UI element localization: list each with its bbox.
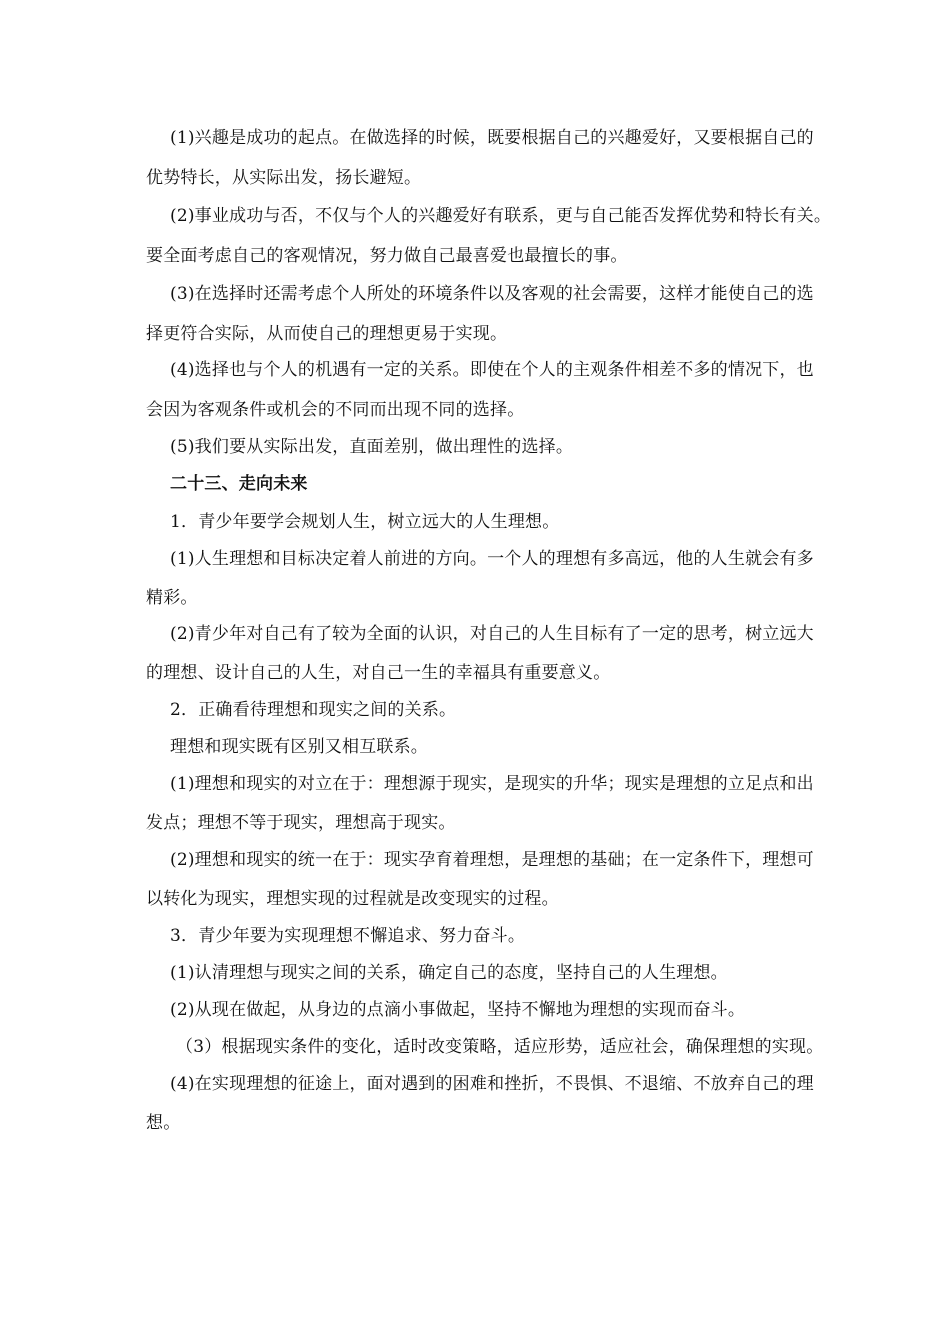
item-1-paragraph-1-line-1: (1)人生理想和目标决定着人前进的方向。一个人的理想有多高远，他的人生就会有多 <box>170 549 814 569</box>
item-3-paragraph-3: （3）根据现实条件的变化，适时改变策略，适应形势，适应社会，确保理想的实现。 <box>176 1037 824 1057</box>
item-3-paragraph-4-line-2: 想。 <box>146 1113 181 1133</box>
item-2-title: 2．正确看待理想和现实之间的关系。 <box>170 700 457 720</box>
item-3-paragraph-4-line-1: (4)在实现理想的征途上，面对遇到的困难和挫折，不畏惧、不退缩、不放弃自己的理 <box>170 1074 814 1094</box>
section-23-heading: 二十三、走向未来 <box>170 474 308 494</box>
item-3-paragraph-1: (1)认清理想与现实之间的关系，确定自己的态度，坚持自己的人生理想。 <box>170 963 728 983</box>
item-2-paragraph-2-line-1: (2)理想和现实的统一在于：现实孕育着理想，是理想的基础；在一定条件下，理想可 <box>170 850 814 870</box>
item-2-paragraph-1-line-1: (1)理想和现实的对立在于：理想源于现实，是现实的升华；现实是理想的立足点和出 <box>170 774 814 794</box>
paragraph-22-3-line-1: (3)在选择时还需考虑个人所处的环境条件以及客观的社会需要，这样才能使自己的选 <box>170 284 814 304</box>
paragraph-22-1-line-1: (1)兴趣是成功的起点。在做选择的时候，既要根据自己的兴趣爱好，又要根据自己的 <box>170 128 814 148</box>
paragraph-22-4-line-1: (4)选择也与个人的机遇有一定的关系。即使在个人的主观条件相差不多的情况下，也 <box>170 360 814 380</box>
item-1-title: 1．青少年要学会规划人生，树立远大的人生理想。 <box>170 512 560 532</box>
item-1-paragraph-1-line-2: 精彩。 <box>146 588 198 608</box>
item-3-paragraph-2: (2)从现在做起，从身边的点滴小事做起，坚持不懈地为理想的实现而奋斗。 <box>170 1000 746 1020</box>
item-3-title: 3．青少年要为实现理想不懈追求、努力奋斗。 <box>170 926 526 946</box>
paragraph-22-2-line-1: (2)事业成功与否，不仅与个人的兴趣爱好有联系，更与自己能否发挥优势和特长有关。 <box>170 206 832 226</box>
item-2-intro: 理想和现实既有区别又相互联系。 <box>170 737 428 757</box>
paragraph-22-1-line-2: 优势特长，从实际出发，扬长避短。 <box>146 168 422 188</box>
paragraph-22-5: (5)我们要从实际出发，直面差别，做出理性的选择。 <box>170 437 574 457</box>
item-1-paragraph-2-line-2: 的理想、设计自己的人生，对自己一生的幸福具有重要意义。 <box>146 663 611 683</box>
item-2-paragraph-1-line-2: 发点；理想不等于现实，理想高于现实。 <box>146 813 456 833</box>
item-2-paragraph-2-line-2: 以转化为现实，理想实现的过程就是改变现实的过程。 <box>146 889 559 909</box>
item-1-paragraph-2-line-1: (2)青少年对自己有了较为全面的认识，对自己的人生目标有了一定的思考，树立远大 <box>170 624 814 644</box>
paragraph-22-4-line-2: 会因为客观条件或机会的不同而出现不同的选择。 <box>146 400 525 420</box>
paragraph-22-3-line-2: 择更符合实际，从而使自己的理想更易于实现。 <box>146 324 508 344</box>
paragraph-22-2-line-2: 要全面考虑自己的客观情况，努力做自己最喜爱也最擅长的事。 <box>146 246 628 266</box>
